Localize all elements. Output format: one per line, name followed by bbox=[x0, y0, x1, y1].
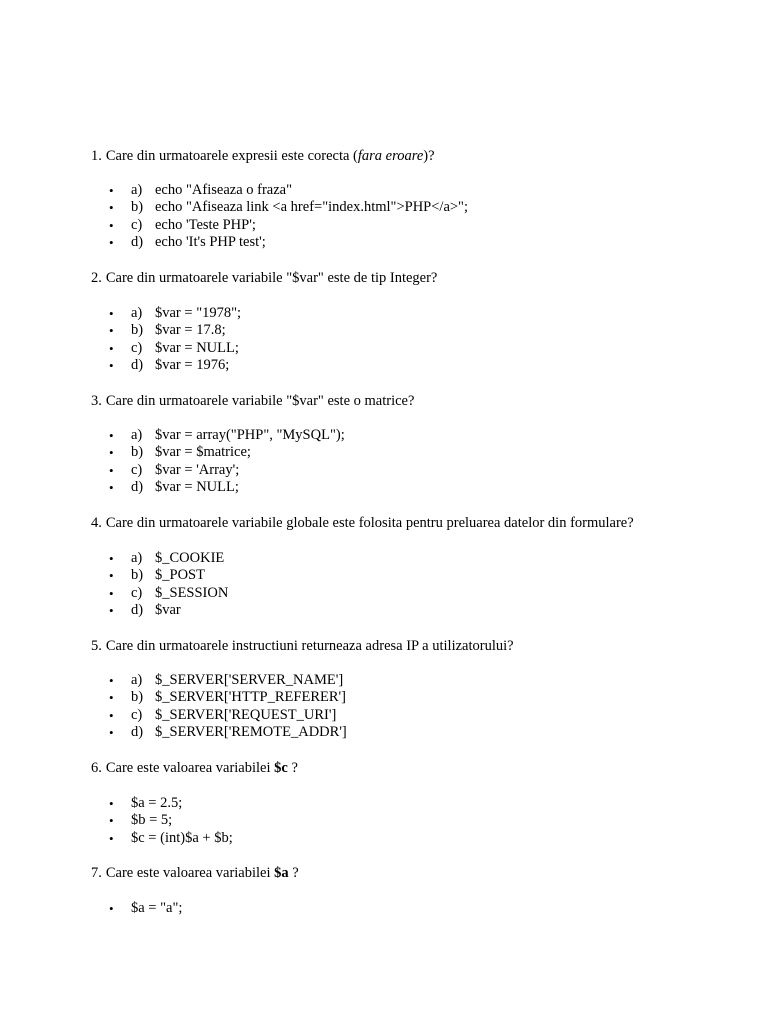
option-letter: d) bbox=[131, 601, 144, 618]
option-text: $_POST bbox=[155, 567, 205, 584]
bullet-icon: • bbox=[109, 445, 114, 461]
option-letter: d) bbox=[131, 478, 144, 495]
question-5 bbox=[91, 638, 514, 655]
bullet-icon: • bbox=[109, 901, 114, 916]
bullet-icon: • bbox=[109, 690, 114, 706]
bullet-icon: • bbox=[109, 217, 114, 233]
option-text: echo 'It's PHP test'; bbox=[155, 233, 266, 250]
bullet-icon: • bbox=[109, 796, 114, 811]
bullet-icon: • bbox=[109, 724, 114, 740]
option-letter: c) bbox=[131, 339, 143, 356]
bullet-icon: • bbox=[109, 340, 114, 356]
question-6 bbox=[91, 760, 298, 777]
question-number: 5. bbox=[91, 638, 102, 654]
option-letter: b) bbox=[131, 322, 144, 339]
question-text: Care este valoarea variabilei bbox=[105, 760, 275, 776]
bullet-icon: • bbox=[109, 479, 114, 495]
option-text: echo 'Teste PHP'; bbox=[155, 216, 256, 233]
bullet-icon: • bbox=[109, 428, 114, 443]
option-text: $var = 17.8; bbox=[155, 322, 226, 339]
option-letter: d) bbox=[131, 233, 144, 250]
code-text: $b = 5; bbox=[131, 812, 173, 829]
bullet-icon: • bbox=[109, 673, 114, 688]
question-1 bbox=[91, 148, 435, 165]
option-letter: b) bbox=[131, 567, 144, 584]
question-variable: $a bbox=[274, 865, 289, 881]
option-letter: c) bbox=[131, 584, 143, 601]
option-letter: a) bbox=[131, 550, 143, 566]
option-letter: d) bbox=[131, 723, 144, 740]
question-text-end: ? bbox=[287, 760, 298, 776]
option-text: $_SESSION bbox=[155, 584, 229, 601]
option-text: $var = 1976; bbox=[155, 356, 230, 373]
question-text: Care din urmatoarele variabile "$var" este o matrice? bbox=[105, 393, 415, 409]
option-text: $var = NULL; bbox=[155, 478, 239, 495]
question-text: Care din urmatoarele expresii este corecta ( bbox=[105, 148, 358, 164]
bullet-icon: • bbox=[109, 551, 114, 566]
question-7 bbox=[91, 865, 299, 882]
bullet-icon: • bbox=[109, 462, 114, 478]
option-text: $_SERVER['HTTP_REFERER'] bbox=[155, 689, 346, 706]
code-text: $a = "a"; bbox=[131, 900, 183, 916]
bullet-icon: • bbox=[109, 585, 114, 601]
bullet-icon: • bbox=[109, 183, 114, 198]
option-text: $_SERVER['REQUEST_URI'] bbox=[155, 706, 337, 723]
option-text: $_COOKIE bbox=[155, 550, 225, 566]
option-letter: c) bbox=[131, 216, 143, 233]
bullet-icon: • bbox=[109, 306, 114, 321]
question-number: 3. bbox=[91, 393, 102, 409]
bullet-icon: • bbox=[109, 813, 114, 829]
bullet-icon: • bbox=[109, 830, 114, 846]
option-letter: c) bbox=[131, 706, 143, 723]
question-text: Care este valoarea variabilei bbox=[105, 865, 275, 881]
question-text-end: )? bbox=[423, 148, 435, 164]
option-letter: a) bbox=[131, 672, 143, 688]
question-number: 7. bbox=[91, 865, 102, 881]
question-3 bbox=[91, 393, 414, 410]
option-letter: a) bbox=[131, 427, 143, 443]
option-text: $var = NULL; bbox=[155, 339, 239, 356]
question-variable: $c bbox=[274, 760, 288, 776]
question-number: 2. bbox=[91, 270, 102, 286]
question-number: 1. bbox=[91, 148, 102, 164]
question-2 bbox=[91, 270, 437, 287]
option-letter: b) bbox=[131, 199, 144, 216]
option-letter: c) bbox=[131, 461, 143, 478]
option-letter: b) bbox=[131, 444, 144, 461]
code-text: $a = 2.5; bbox=[131, 795, 183, 811]
question-number: 4. bbox=[91, 515, 102, 531]
option-text: $var bbox=[155, 601, 181, 618]
option-letter: d) bbox=[131, 356, 144, 373]
question-number: 6. bbox=[91, 760, 102, 776]
option-text: $_SERVER['SERVER_NAME'] bbox=[155, 672, 344, 688]
question-text: Care din urmatoarele variabile globale este folosita pentru preluarea datelor din formulare? bbox=[105, 515, 634, 531]
option-text: echo "Afiseaza o fraza" bbox=[155, 182, 293, 198]
question-emphasis: fara eroare bbox=[357, 148, 424, 164]
bullet-icon: • bbox=[109, 323, 114, 339]
question-text: Care din urmatoarele instructiuni returneaza adresa IP a utilizatorului? bbox=[105, 638, 514, 654]
bullet-icon: • bbox=[109, 200, 114, 216]
option-text: $_SERVER['REMOTE_ADDR'] bbox=[155, 723, 347, 740]
option-letter: b) bbox=[131, 689, 144, 706]
bullet-icon: • bbox=[109, 602, 114, 618]
question-text: Care din urmatoarele variabile "$var" este de tip Integer? bbox=[105, 270, 438, 286]
option-letter: a) bbox=[131, 182, 143, 198]
option-text: $var = 'Array'; bbox=[155, 461, 240, 478]
option-text: $var = "1978"; bbox=[155, 305, 242, 321]
bullet-icon: • bbox=[109, 234, 114, 250]
option-text: $var = $matrice; bbox=[155, 444, 251, 461]
code-text: $c = (int)$a + $b; bbox=[131, 829, 233, 846]
option-text: echo "Afiseaza link <a href="index.html">PHP</a>"; bbox=[155, 199, 469, 216]
bullet-icon: • bbox=[109, 707, 114, 723]
option-text: $var = array("PHP", "MySQL"); bbox=[155, 427, 345, 443]
bullet-icon: • bbox=[109, 568, 114, 584]
question-4 bbox=[91, 515, 634, 532]
option-letter: a) bbox=[131, 305, 143, 321]
bullet-icon: • bbox=[109, 357, 114, 373]
question-text-end: ? bbox=[288, 865, 299, 881]
